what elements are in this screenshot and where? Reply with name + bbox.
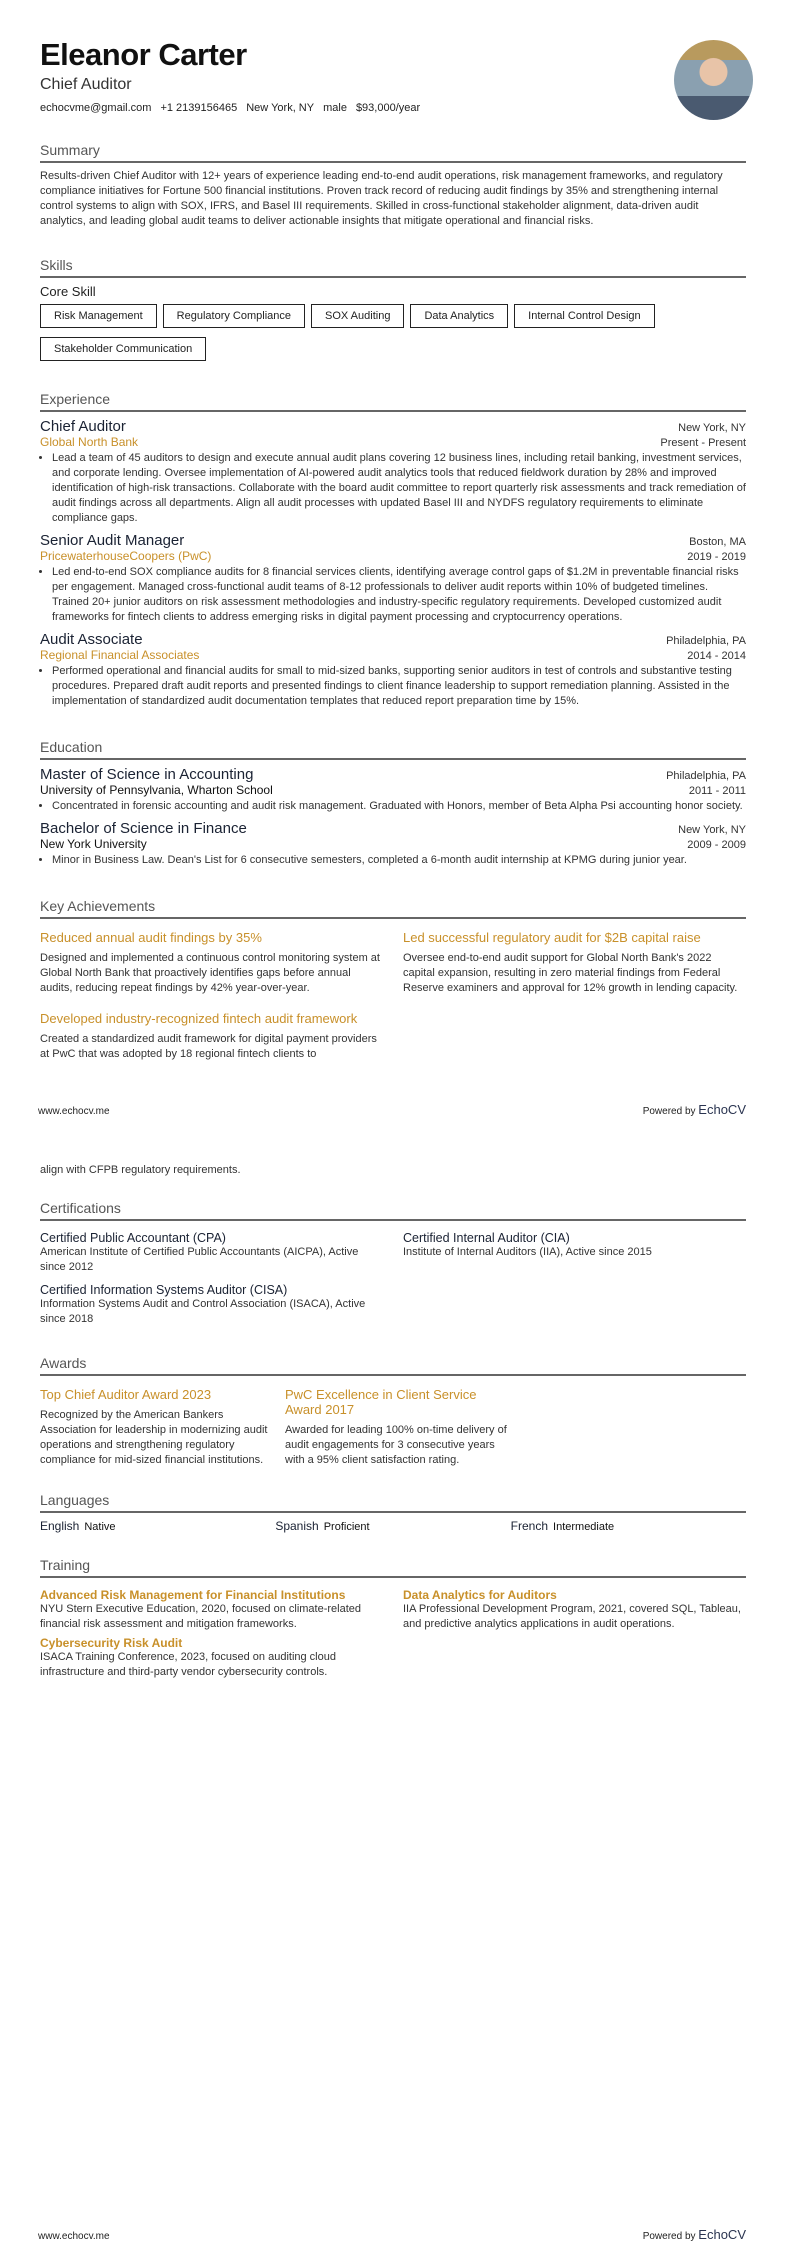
role: Chief Auditor (40, 418, 126, 435)
page-footer (38, 2227, 746, 2242)
certification-item (40, 1227, 383, 1275)
training-section (40, 1557, 746, 1680)
language-item: Spanish Proficient (275, 1519, 370, 1533)
certification-item (403, 1227, 746, 1275)
role: Audit Associate (40, 631, 143, 648)
achievement-text: Designed and implemented a continuous control monitoring system at Global North Bank that proactively identifies gaps before annual audits, reducing repeat findings by 42% year-over-year. (40, 952, 380, 994)
bullet: • Concentrated in forensic accounting and audit risk management. Graduated with Honors, member of Beta Alpha Psi accounting honor society. (52, 799, 746, 814)
email[interactable]: echocvme@gmail.com (40, 102, 152, 114)
gender: male (323, 102, 347, 114)
experience-section (40, 391, 746, 709)
degree: Bachelor of Science in Finance (40, 820, 247, 837)
award-item (40, 1382, 270, 1468)
skill-chip: Risk Management (40, 304, 157, 328)
award-item (285, 1382, 515, 1468)
languages-section (40, 1492, 746, 1533)
award-title: Top Chief Auditor Award 2023 (40, 1387, 212, 1402)
company: Global North Bank (40, 435, 139, 449)
powered-by: Powered by EchoCV (642, 1102, 746, 1117)
bullet: • Lead a team of 45 auditors to design and execute annual audit plans covering 12 business lines, including retail banking, investment services, and corporate lending. Oversee implementation of AI-powered audit analytics tools that reduced fieldwork duration by 28% and improved identification of high-risk transactions. Collaborate with the board audit committee to report quarterly risk assessments and track remediation of audit findings across all departments. Align all audit processes with updated Basel III and NYDFS regulatory requirements to eliminate compliance gaps. (52, 451, 746, 526)
site-link[interactable]: www.echocv.me (38, 1106, 110, 1117)
cert-detail: Information Systems Audit and Control Association (ISACA), Active since 2018 (40, 1298, 366, 1325)
company: PricewaterhouseCoopers (PwC) (40, 549, 212, 563)
photo-avatar (674, 40, 753, 120)
language-item: English Native (40, 1519, 116, 1533)
section-heading: Awards (40, 1355, 746, 1376)
experience-item (40, 532, 746, 625)
cert-name: Certified Internal Auditor (CIA) (403, 1231, 570, 1245)
language-level: Native (84, 1521, 116, 1533)
skill-chip: Stakeholder Communication (40, 337, 206, 361)
job-title: Chief Auditor (40, 76, 132, 93)
salary: $93,000/year (355, 102, 421, 114)
page-footer (38, 1102, 746, 1117)
site-link[interactable]: www.echocv.me (38, 2231, 110, 2242)
resume-page-2 (0, 1123, 794, 2246)
certifications-section (40, 1200, 746, 1327)
section-heading: Certifications (40, 1200, 746, 1221)
bullet: • Performed operational and financial audits for small to mid-sized banks, supporting senior auditors in test of controls and substantive testing procedures. Prepared draft audit reports and presented findings to client finance leadership to support remediation planning. Assisted in the implementation of standardized audit documentation templates that reduced report preparation time by 15%. (52, 664, 746, 709)
training-item (40, 1584, 383, 1632)
training-text: NYU Stern Executive Education, 2020, focused on climate-related financial risk assessment and mitigation frameworks. (40, 1603, 362, 1630)
skill-chip: SOX Auditing (311, 304, 404, 328)
training-text: IIA Professional Development Program, 2021, covered SQL, Tableau, and predictive analytics applications in audit operations. (403, 1603, 741, 1630)
achievement-text: Oversee end-to-end audit support for Global North Bank's 2022 capital expansion, resulting in zero material findings from Federal Reserve examiners and approval for 12% growth in lending capacity. (403, 952, 738, 994)
company: Regional Financial Associates (40, 648, 200, 662)
section-heading: Training (40, 1557, 746, 1578)
cert-detail: American Institute of Certified Public Accountants (AICPA), Active since 2012 (40, 1246, 359, 1273)
summary-section (40, 142, 746, 229)
phone: +1 2139156465 (160, 102, 238, 114)
achievement-item (40, 925, 383, 996)
training-item (40, 1632, 383, 1680)
dates: 2019 - 2019 (687, 551, 746, 563)
dates: 2014 - 2014 (687, 650, 746, 662)
location: New York, NY (678, 824, 746, 836)
brand-logo: EchoCV (698, 1102, 746, 1117)
bullet: • Led end-to-end SOX compliance audits for 8 financial services clients, identifying average control gaps of $1.2M in preventable financial risks per engagement. Managed cross-functional audit teams of 8-12 professionals to deliver audit reports within 10% of budgeted timelines. Trained 20+ junior auditors on risk assessment methodologies and industry-specific regulatory requirements. Developed customized audit frameworks for fintech clients to address emerging risks in digital payment processing and cryptocurrency operations. (52, 565, 746, 625)
summary-text: Results-driven Chief Auditor with 12+ years of experience leading end-to-end audit operations, risk management frameworks, and regulatory compliance initiatives for Fortune 500 financial institutions. Proven track record of reducing audit findings by 35% and strengthening internal control systems to align with SOX, IFRS, and Basel III requirements. Skilled in cross-functional stakeholder alignment, data-driven audit analytics, and leading global audit teams to deliver actionable insights that mitigate operational and financial risks. (40, 170, 723, 227)
school: University of Pennsylvania, Wharton School (40, 783, 273, 797)
award-text: Awarded for leading 100% on-time delivery of audit engagements for 3 consecutive years with a 95% client satisfaction rating. (285, 1424, 507, 1466)
section-heading: Skills (40, 257, 746, 278)
section-heading: Key Achievements (40, 898, 746, 919)
achievement-text: Created a standardized audit framework for digital payment providers at PwC that was adopted by 18 regional fintech clients to (40, 1033, 377, 1060)
role: Senior Audit Manager (40, 532, 185, 549)
bullet: • Minor in Business Law. Dean's List for 6 consecutive semesters, completed a 6-month audit internship at KPMG during junior year. (52, 853, 746, 868)
section-heading: Summary (40, 142, 746, 163)
training-title: Data Analytics for Auditors (403, 1588, 557, 1602)
certification-item (40, 1279, 383, 1327)
skill-group: Core Skill (40, 284, 96, 299)
skill-chip: Data Analytics (410, 304, 508, 328)
cert-name: Certified Public Accountant (CPA) (40, 1231, 226, 1245)
section-heading: Experience (40, 391, 746, 412)
location: Philadelphia, PA (666, 635, 746, 647)
location: New York, NY (246, 102, 315, 114)
dates: 2011 - 2011 (688, 785, 746, 797)
achievement-title: Led successful regulatory audit for $2B capital raise (403, 930, 701, 945)
achievement-text-continued: align with CFPB regulatory requirements. (40, 1164, 241, 1176)
school: New York University (40, 837, 147, 851)
experience-item (40, 631, 746, 709)
experience-item (40, 418, 746, 526)
achievement-title: Reduced annual audit findings by 35% (40, 930, 262, 945)
award-title: PwC Excellence in Client Service Award 2017 (285, 1387, 477, 1417)
achievement-item (40, 1006, 383, 1062)
training-title: Advanced Risk Management for Financial Institutions (40, 1588, 346, 1602)
powered-by: Powered by EchoCV (642, 2227, 746, 2242)
achievement-item (403, 925, 746, 1006)
training-item (403, 1584, 746, 1632)
cert-name: Certified Information Systems Auditor (CISA) (40, 1283, 288, 1297)
dates: Present - Present (660, 437, 746, 449)
location: New York, NY (678, 422, 746, 434)
education-section (40, 739, 746, 868)
skills-section (40, 257, 746, 361)
skill-chip: Internal Control Design (514, 304, 655, 328)
achievements-section (40, 898, 746, 1062)
section-heading: Education (40, 739, 746, 760)
language-item: French Intermediate (510, 1519, 615, 1533)
language-level: Proficient (323, 1521, 370, 1533)
location: Boston, MA (689, 536, 746, 548)
cert-detail: Institute of Internal Auditors (IIA), Active since 2015 (403, 1246, 652, 1258)
achievement-title: Developed industry-recognized fintech audit framework (40, 1011, 358, 1026)
language-level: Intermediate (553, 1521, 615, 1533)
brand-logo: EchoCV (698, 2227, 746, 2242)
degree: Master of Science in Accounting (40, 766, 254, 783)
education-item (40, 820, 746, 868)
skill-chip: Regulatory Compliance (163, 304, 305, 328)
award-text: Recognized by the American Bankers Association for leadership in modernizing audit operations and strengthening regulatory compliance for mid-sized financial institutions. (40, 1409, 268, 1466)
training-text: ISACA Training Conference, 2023, focused on auditing cloud infrastructure and third-party vendor cybersecurity controls. (40, 1651, 336, 1678)
location: Philadelphia, PA (666, 770, 746, 782)
dates: 2009 - 2009 (687, 839, 746, 851)
candidate-name: Eleanor Carter (40, 37, 247, 72)
contact-info (40, 102, 746, 114)
section-heading: Languages (40, 1492, 746, 1513)
education-item (40, 766, 746, 814)
training-title: Cybersecurity Risk Audit (40, 1636, 183, 1650)
awards-section (40, 1355, 746, 1468)
